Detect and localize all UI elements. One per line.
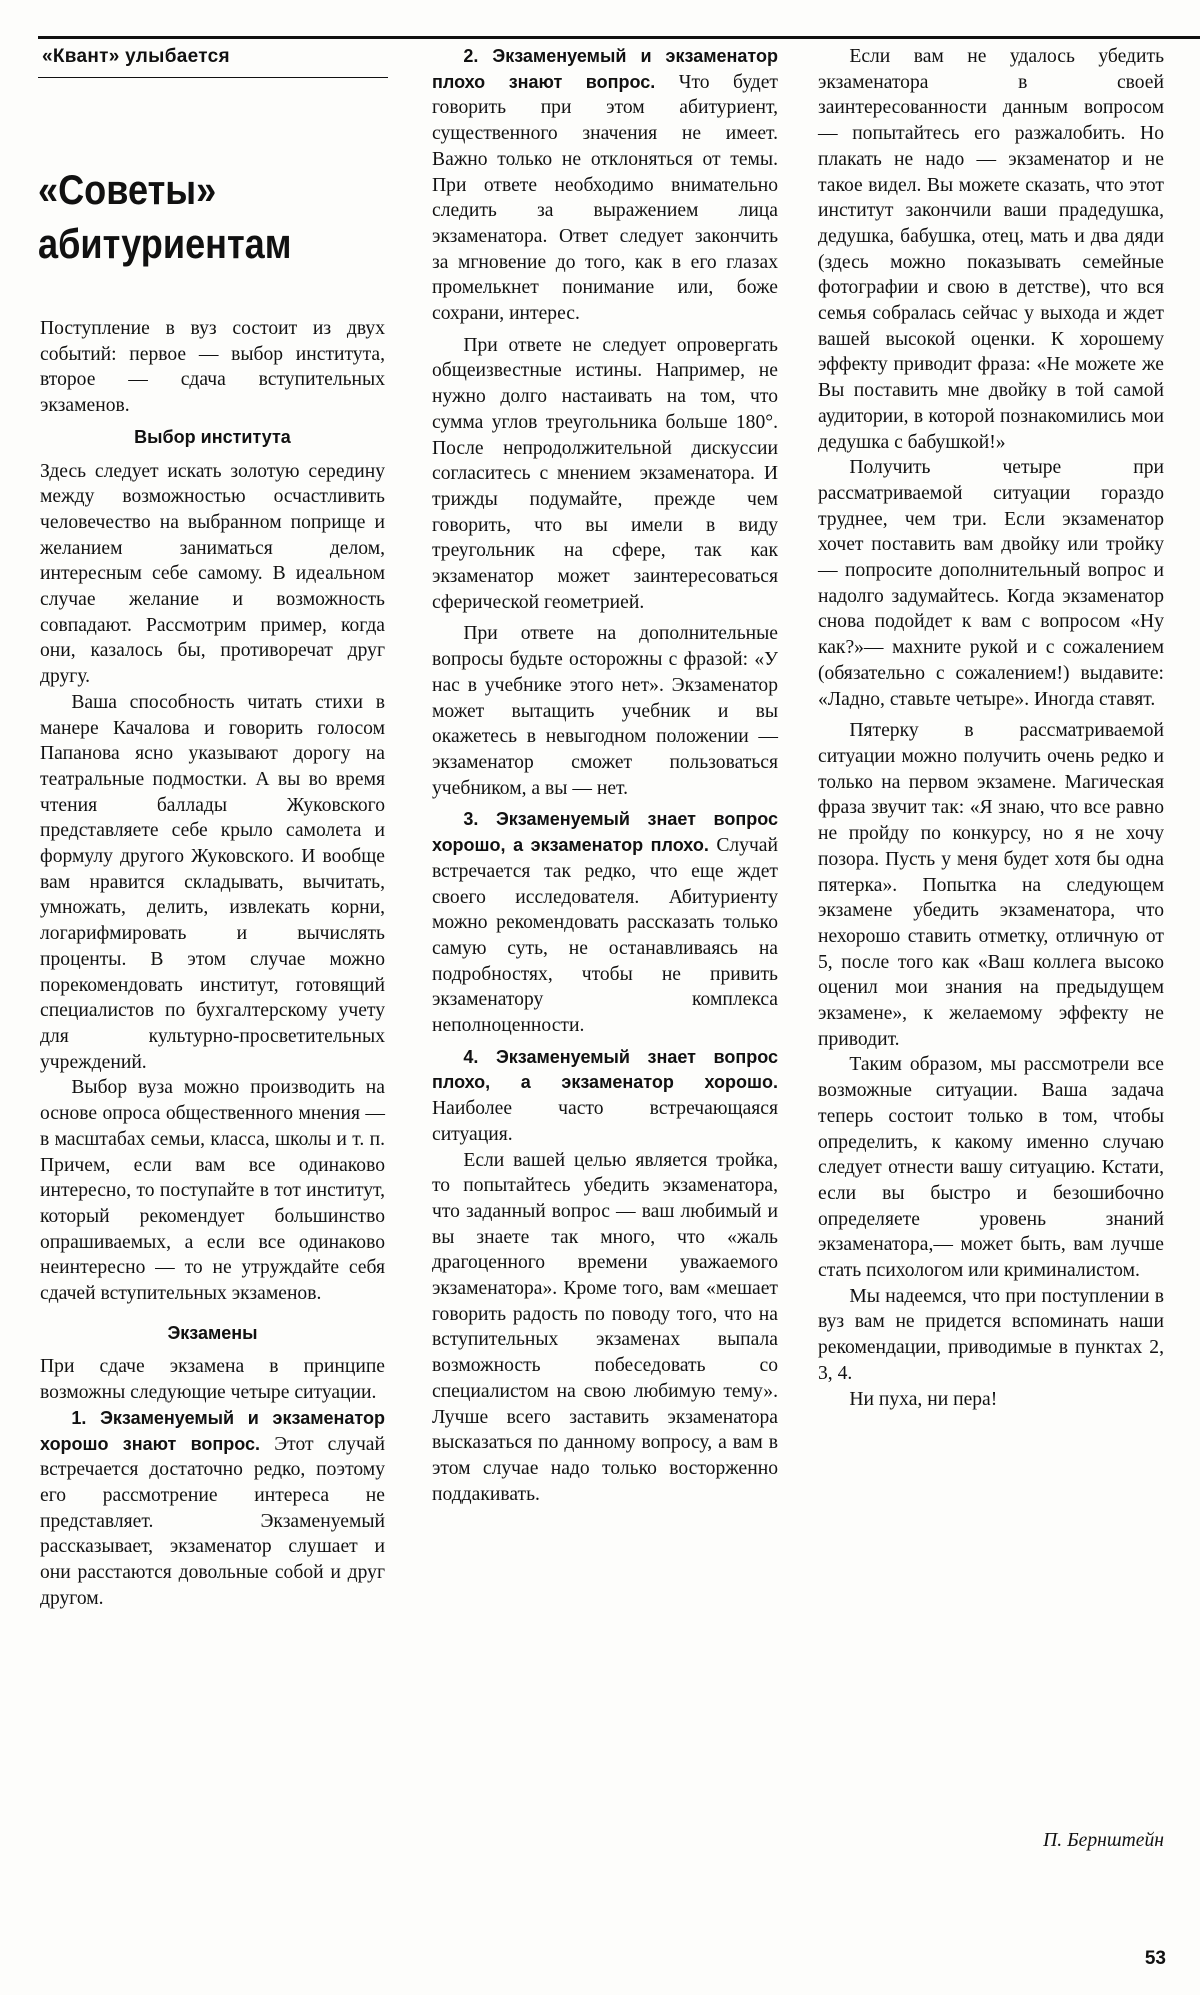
case-3-paragraph bbox=[432, 807, 778, 1038]
paragraph: При ответе не следует опровергать общеизвестные истины. Например, не нужно долго настаивать на том, что сумма углов треугольника больше 180°. После непродолжительной дискуссии согласитесь с мнением экзаменатора. И трижды подумайте, прежде чем говорить, что вы имели в виду треугольник на сфере, так как экзаменатор может заинтересоваться сферической геометрией. bbox=[432, 334, 778, 613]
rubric-rule bbox=[38, 77, 388, 78]
page-number: 53 bbox=[1144, 1948, 1166, 1969]
paragraph: Таким образом, мы рассмотрели все возможные ситуации. Ваша задача теперь состоит только в том, чтобы определить, к какому именно случаю следует отнести вашу ситуацию. Кстати, если вы быстро и безошибочно определяете уровень знаний экзаменатора,— может быть, вам лучше стать психологом или криминалистом. bbox=[818, 1054, 1164, 1282]
paragraph: Если вашей целью является тройка, то попытайтесь убедить экзаменатора, что заданный вопрос — ваш любимый и вы знаете так много, что «жаль драгоценного времени уважаемого экзаменатора». Кроме того, вам «мешает говорить радость по поводу того, что на вступительных экзаменах выпала возможность побеседовать со специалистом на свою любимую тему». Лучше всего заставить экзаменатора высказаться по данному вопросу, а вам в этом случае надо только восторженно поддакивать. bbox=[432, 1149, 778, 1505]
case-1-paragraph bbox=[40, 1406, 385, 1612]
title-line-2: абитуриентам bbox=[38, 220, 292, 267]
paragraph: Пятерку в рассматриваемой ситуации можно получить очень редко и только на первом экзамене. Магическая фраза звучит так: «Я знаю, что все равно не пройду по конкурсу, но я не хочу позора. Пусть у меня будет хотя бы одна пятерка». Попытка на следующем экзамене убедить экзаменатора, что нехорошо ставить отметку, отличную от 5, после того как «Ваш коллега высоко оценил мои знания на предыдущем экзамене», к желаемому эффекту не приводит. bbox=[818, 720, 1164, 1050]
paragraph: Мы надеемся, что при поступлении в вуз вам не придется вспоминать наши рекомендации, приводимые в пунктах 2, 3, 4. bbox=[818, 1285, 1164, 1384]
case-2-paragraph bbox=[432, 44, 778, 327]
column-2 bbox=[432, 44, 778, 1507]
case-4-paragraph bbox=[432, 1045, 778, 1148]
closing-line: Ни пуха, ни пера! bbox=[849, 1388, 998, 1410]
rubric-label: «Квант» улыбается bbox=[42, 46, 230, 67]
intro-paragraph: Поступление в вуз состоит из двух событий: первое — выбор института, второе — сдача вступительных экзаменов. bbox=[40, 318, 385, 417]
case-2-text: Что будет говорить при этом абитуриент, существенного значения не имеет. Важно только не отклоняться от темы. При ответе необходимо внимательно следить за выражением лица экзаменатора. Ответ следует закончить за мгновение до того, как в его глазах промелькнет понимание или, боже сохрани, интерес. bbox=[432, 71, 778, 325]
case-4-text: Наиболее часто встречающаяся ситуация. bbox=[432, 1098, 778, 1145]
case-1-text: Этот случай встречается достаточно редко, поэтому его рассмотрение интереса не представляет. Экзаменуемый рассказывает, экзаменатор слушает и они расстаются довольные собой и друг другом. bbox=[40, 1433, 385, 1609]
paragraph: При сдаче экзамена в принципе возможны следующие четыре ситуации. bbox=[40, 1356, 385, 1404]
top-rule bbox=[38, 36, 1200, 39]
case-4-lead: 4. Экзаменуемый знает вопрос плохо, а экзаменатор хорошо. bbox=[432, 1046, 778, 1093]
column-1 bbox=[40, 316, 385, 1611]
case-1-lead: 1. Экзаменуемый и экзаменатор хорошо знают вопрос. bbox=[40, 1407, 385, 1454]
case-3-lead: 3. Экзаменуемый знает вопрос хорошо, а экзаменатор плохо. bbox=[432, 809, 778, 856]
title-line-1: «Советы» bbox=[38, 166, 217, 213]
section-heading-exams: Экзамены bbox=[167, 1322, 258, 1343]
case-3-text: Случай встречается так редко, что еще ждет своего исследователя. Абитуриенту можно рекомендовать рассказать только самую суть, не останавливаясь на подробностях, чтобы не привить экзаменатору комплекса неполноценности. bbox=[432, 835, 778, 1037]
article-title bbox=[38, 163, 339, 271]
section-heading-institute: Выбор института bbox=[134, 426, 291, 447]
author-signature: П. Бернштейн bbox=[1043, 1830, 1164, 1851]
paragraph: Здесь следует искать золотую середину между возможностью осчастливить человечество на выбранном поприще и желанием заниматься делом, интересным себе самому. В идеальном случае желание и возможность совпадают. Рассмотрим пример, когда они, казалось бы, противоречат друг другу. bbox=[40, 460, 385, 688]
paragraph: При ответе на дополнительные вопросы будьте осторожны с фразой: «У нас в учебнике этого нет». Экзаменатор может вытащить учебник и вы окажетесь в невыгодном положении — экзаменатор сможет пользоваться учебником, а вы — нет. bbox=[432, 623, 778, 799]
paragraph: Ваша способность читать стихи в манере Качалова и говорить голосом Папанова ясно указывают дорогу на театральные подмостки. А вы во время чтения баллады Жуковского представляете себе крыло самолета и формулу другого Жуковского. И вообще вам нравится складывать, вычитать, умножать, делить, извлекать корни, логарифмировать и вычислять проценты. В этом случае можно порекомендовать институт, готовящий специалистов по бухгалтерскому учету для культурно-просветительных учреждений. bbox=[40, 691, 385, 1073]
paragraph: Получить четыре при рассматриваемой ситуации гораздо труднее, чем три. Если экзаменатор хочет поставить вам двойку или тройку — попросите дополнительный вопрос и надолго задумайтесь. Когда экзаменатор снова подойдет к вам с вопросом «Ну как?»— махните рукой и с сожалением (обязательно с сожалением!) выдавите: «Ладно, ставьте четыре». Иногда ставят. bbox=[818, 457, 1164, 710]
case-2-lead: 2. Экзаменуемый и экзаменатор плохо знают вопрос. bbox=[432, 46, 778, 92]
column-3 bbox=[818, 44, 1164, 1412]
paragraph: Выбор вуза можно производить на основе опроса общественного мнения — в масштабах семьи, класса, школы и т. п. Причем, если вам все одинаково интересно, то поступайте в тот институт, который рекомендует большинство опрашиваемых, а если все одинаково неинтересно — то не утруждайте себя сдачей вступительных экзаменов. bbox=[40, 1077, 385, 1305]
paragraph: Если вам не удалось убедить экзаменатора в своей заинтересованности данным вопросом — попытайтесь его разжалобить. Но плакать не надо — экзаменатор и не такое видел. Вы можете сказать, что этот институт закончили ваши прадедушка, дедушка, бабушка, отец, мать и два дяди (здесь можно показывать семейные фотографии и свою в детстве), что вся семья собралась сейчас у выхода и ждет вашей высокой оценки. К хорошему эффекту приводит фраза: «Не можете же Вы поставить мне двойку в той самой аудитории, в которой познакомились мои дедушка с бабушкой!» bbox=[818, 46, 1164, 453]
